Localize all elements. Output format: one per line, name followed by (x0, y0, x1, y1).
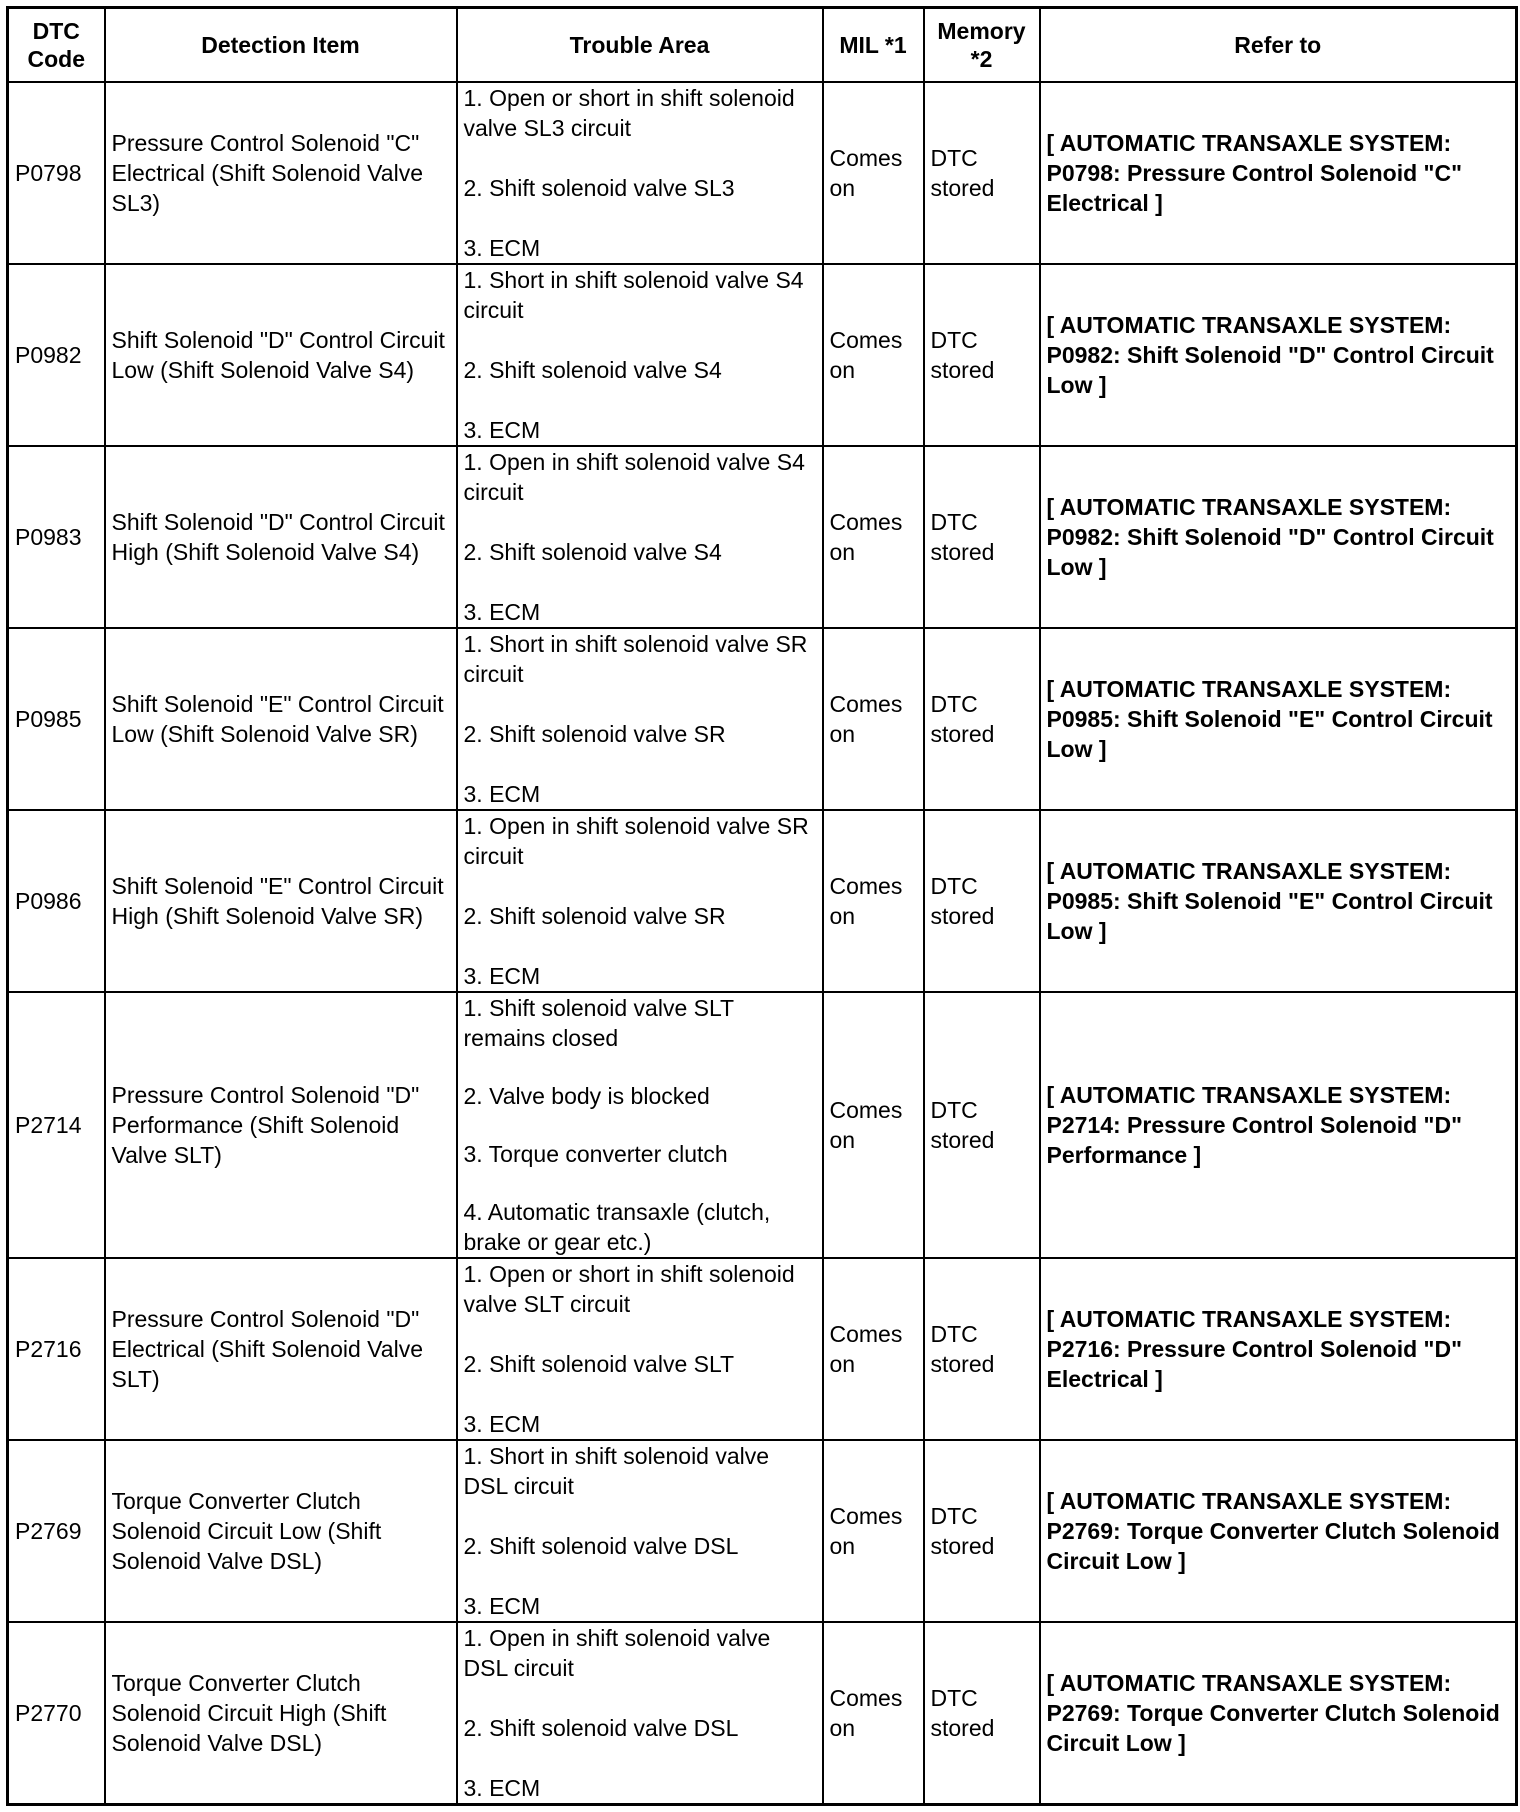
trouble-area-item: 3. ECM (463, 598, 541, 625)
trouble-area-cell (457, 992, 823, 1258)
header-refer-to: Refer to (1040, 8, 1517, 82)
trouble-area-list (464, 1441, 816, 1621)
trouble-area-item: 3. Torque converter clutch (463, 1141, 728, 1168)
memory-cell: DTC stored (924, 1440, 1040, 1622)
trouble-area-list (464, 993, 816, 1257)
mil-cell: Comes on (823, 1440, 924, 1622)
detection-item-cell: Shift Solenoid "D" Control Circuit High (Shift Solenoid Valve S4) (105, 446, 457, 628)
dtc-table-sheet (6, 6, 1515, 1806)
dtc-code-cell: P2714 (8, 992, 105, 1258)
trouble-area-item: 3. ECM (463, 1774, 541, 1801)
trouble-area-item: 1. Shift solenoid valve SLT remains closed (463, 994, 734, 1051)
trouble-area-item: 4. Automatic transaxle (clutch, brake or gear etc.) (463, 1199, 771, 1256)
trouble-area-item: 2. Shift solenoid valve SR (463, 902, 726, 929)
table-row (8, 810, 1517, 992)
mil-cell: Comes on (823, 992, 924, 1258)
dtc-code-cell: P0983 (8, 446, 105, 628)
refer-to-cell: [ AUTOMATIC TRANSAXLE SYSTEM: P0985: Shift Solenoid "E" Control Circuit Low ] (1040, 810, 1517, 992)
detection-item-cell: Pressure Control Solenoid "C" Electrical (Shift Solenoid Valve SL3) (105, 82, 457, 264)
trouble-area-item: 1. Short in shift solenoid valve DSL circuit (463, 1443, 770, 1500)
detection-item-cell: Shift Solenoid "E" Control Circuit Low (Shift Solenoid Valve SR) (105, 628, 457, 810)
trouble-area-item: 2. Shift solenoid valve SR (463, 720, 726, 747)
refer-to-cell: [ AUTOMATIC TRANSAXLE SYSTEM: P0798: Pressure Control Solenoid "C" Electrical ] (1040, 82, 1517, 264)
memory-cell: DTC stored (924, 810, 1040, 992)
trouble-area-item: 2. Shift solenoid valve SLT (463, 1351, 735, 1378)
detection-item-cell: Shift Solenoid "E" Control Circuit High (Shift Solenoid Valve SR) (105, 810, 457, 992)
trouble-area-item: 3. ECM (463, 1593, 541, 1620)
refer-to-cell: [ AUTOMATIC TRANSAXLE SYSTEM: P0982: Shift Solenoid "D" Control Circuit Low ] (1040, 446, 1517, 628)
memory-cell: DTC stored (924, 1622, 1040, 1804)
trouble-area-cell (457, 82, 823, 264)
table-row (8, 1440, 1517, 1622)
trouble-area-item: 1. Short in shift solenoid valve SR circuit (463, 630, 808, 687)
refer-to-cell: [ AUTOMATIC TRANSAXLE SYSTEM: P2714: Pressure Control Solenoid "D" Performance ] (1040, 992, 1517, 1258)
dtc-code-cell: P2769 (8, 1440, 105, 1622)
trouble-area-list (464, 811, 816, 991)
trouble-area-item: 2. Shift solenoid valve SL3 (463, 174, 735, 201)
trouble-area-cell (457, 446, 823, 628)
header-dtc-code: DTC Code (8, 8, 105, 82)
detection-item-cell: Torque Converter Clutch Solenoid Circuit Low (Shift Solenoid Valve DSL) (105, 1440, 457, 1622)
dtc-code-cell: P0982 (8, 264, 105, 446)
table-row (8, 264, 1517, 446)
mil-cell: Comes on (823, 82, 924, 264)
trouble-area-list (464, 1623, 816, 1803)
header-trouble-area: Trouble Area (457, 8, 823, 82)
memory-cell: DTC stored (924, 628, 1040, 810)
mil-cell: Comes on (823, 810, 924, 992)
detection-item-cell: Pressure Control Solenoid "D" Electrical (Shift Solenoid Valve SLT) (105, 1258, 457, 1440)
mil-cell: Comes on (823, 446, 924, 628)
trouble-area-item: 1. Open in shift solenoid valve SR circuit (463, 812, 809, 869)
memory-cell: DTC stored (924, 992, 1040, 1258)
trouble-area-item: 3. ECM (463, 962, 541, 989)
trouble-area-item: 1. Open or short in shift solenoid valve SLT circuit (463, 1261, 795, 1318)
table-row (8, 1258, 1517, 1440)
table-row (8, 446, 1517, 628)
refer-to-cell: [ AUTOMATIC TRANSAXLE SYSTEM: P0985: Shift Solenoid "E" Control Circuit Low ] (1040, 628, 1517, 810)
refer-to-cell: [ AUTOMATIC TRANSAXLE SYSTEM: P0982: Shift Solenoid "D" Control Circuit Low ] (1040, 264, 1517, 446)
trouble-area-item: 3. ECM (463, 1411, 541, 1438)
trouble-area-item: 2. Shift solenoid valve DSL (463, 1533, 739, 1560)
trouble-area-item: 3. ECM (463, 780, 541, 807)
trouble-area-list (464, 83, 816, 263)
table-row (8, 628, 1517, 810)
memory-cell: DTC stored (924, 264, 1040, 446)
mil-cell: Comes on (823, 1622, 924, 1804)
header-memory: Memory *2 (924, 8, 1040, 82)
trouble-area-list (464, 447, 816, 627)
mil-cell: Comes on (823, 1258, 924, 1440)
trouble-area-cell (457, 810, 823, 992)
memory-cell: DTC stored (924, 1258, 1040, 1440)
dtc-table-body (8, 82, 1517, 1805)
table-row (8, 82, 1517, 264)
trouble-area-cell (457, 1258, 823, 1440)
table-row (8, 992, 1517, 1258)
dtc-code-cell: P2770 (8, 1622, 105, 1804)
mil-cell: Comes on (823, 628, 924, 810)
header-detection-item: Detection Item (105, 8, 457, 82)
dtc-code-cell: P0986 (8, 810, 105, 992)
trouble-area-item: 1. Open or short in shift solenoid valve SL3 circuit (463, 84, 795, 141)
trouble-area-item: 1. Short in shift solenoid valve S4 circuit (463, 266, 804, 323)
memory-cell: DTC stored (924, 446, 1040, 628)
table-row (8, 1622, 1517, 1804)
trouble-area-item: 2. Valve body is blocked (463, 1083, 710, 1110)
detection-item-cell: Shift Solenoid "D" Control Circuit Low (Shift Solenoid Valve S4) (105, 264, 457, 446)
refer-to-cell: [ AUTOMATIC TRANSAXLE SYSTEM: P2716: Pressure Control Solenoid "D" Electrical ] (1040, 1258, 1517, 1440)
trouble-area-item: 3. ECM (463, 234, 541, 261)
trouble-area-cell (457, 628, 823, 810)
header-mil: MIL *1 (823, 8, 924, 82)
trouble-area-cell (457, 264, 823, 446)
trouble-area-item: 1. Open in shift solenoid valve DSL circuit (463, 1625, 771, 1682)
dtc-table (6, 6, 1518, 1806)
detection-item-cell: Pressure Control Solenoid "D" Performance (Shift Solenoid Valve SLT) (105, 992, 457, 1258)
trouble-area-item: 2. Shift solenoid valve DSL (463, 1715, 739, 1742)
mil-cell: Comes on (823, 264, 924, 446)
refer-to-cell: [ AUTOMATIC TRANSAXLE SYSTEM: P2769: Torque Converter Clutch Solenoid Circuit Low ] (1040, 1440, 1517, 1622)
dtc-code-cell: P0985 (8, 628, 105, 810)
trouble-area-list (464, 629, 816, 809)
trouble-area-item: 2. Shift solenoid valve S4 (463, 356, 722, 383)
dtc-code-cell: P2716 (8, 1258, 105, 1440)
trouble-area-item: 1. Open in shift solenoid valve S4 circuit (463, 448, 805, 505)
detection-item-cell: Torque Converter Clutch Solenoid Circuit High (Shift Solenoid Valve DSL) (105, 1622, 457, 1804)
trouble-area-list (464, 1259, 816, 1439)
header-row (8, 8, 1517, 82)
trouble-area-cell (457, 1622, 823, 1804)
memory-cell: DTC stored (924, 82, 1040, 264)
dtc-code-cell: P0798 (8, 82, 105, 264)
trouble-area-item: 3. ECM (463, 416, 541, 443)
trouble-area-item: 2. Shift solenoid valve S4 (463, 538, 722, 565)
trouble-area-list (464, 265, 816, 445)
trouble-area-cell (457, 1440, 823, 1622)
refer-to-cell: [ AUTOMATIC TRANSAXLE SYSTEM: P2769: Torque Converter Clutch Solenoid Circuit Low ] (1040, 1622, 1517, 1804)
